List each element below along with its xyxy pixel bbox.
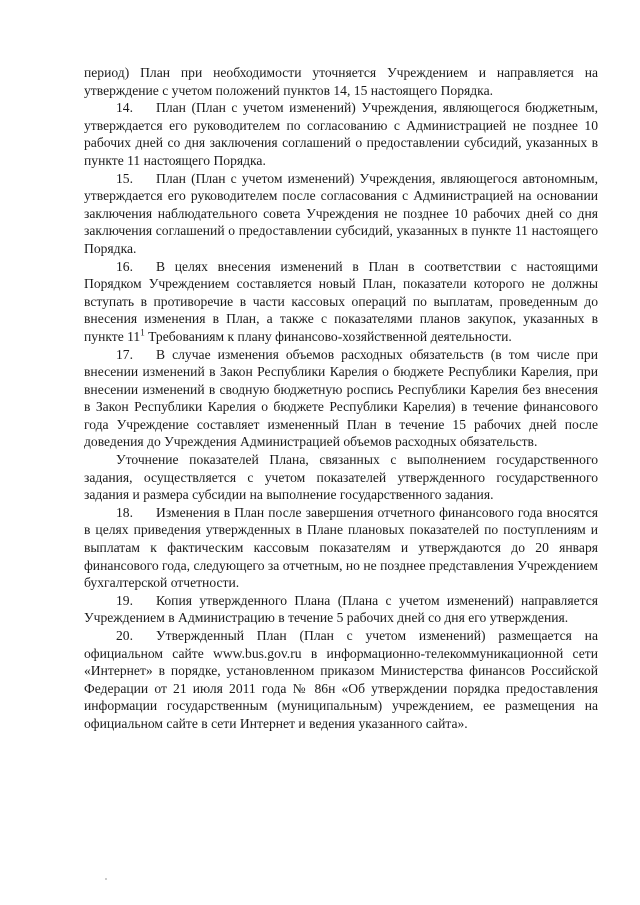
paragraph-14 <box>84 99 598 169</box>
paragraph-13-continuation: период) План при необходимости уточняется Учреждением и направляется на утверждение с учетом положений пунктов 14, 15 настоящего Порядка. <box>84 65 598 98</box>
paragraph-number: 14. <box>116 100 133 116</box>
paragraph-text: План (План с учетом изменений) Учреждения, являющегося автономным, утверждается его руководителем после согласования с Администрацией на основании заключения наблюдательного совета Учреждения не позднее 10 рабочих дней со дня заключения соглашений о предоставлении субсидий, указанных в пункте 11 настоящего Порядка. <box>84 170 598 256</box>
paragraph-number: 17. <box>116 346 133 362</box>
paragraph-text: Изменения в План после завершения отчетного финансового года вносятся в целях приведения утвержденных в Плане плановых показателей по поступлениям и выплатам к фактическим кассовым показателям и утверждаются до 20 января финансового года, следующего за отчетным, но не позднее представления Учреждением бухгалтерской отчетности. <box>84 504 599 591</box>
paragraph-text: Копия утвержденного Плана (Плана с учетом изменений) направляется Учреждением в Администрацию в течение 5 рабочих дней со дня его утверждения. <box>84 592 598 626</box>
paragraph-number: 19. <box>116 592 133 608</box>
paragraph-17 <box>84 346 598 452</box>
paragraph-text: В случае изменения объемов расходных обязательств (в том числе при внесении изменений в Закон Республики Карелия о бюджете Республики Карелия, при внесении изменений в сводную бюджетную роспись Республики Карелия без внесения в Закон Республики Карелия о бюджете Республики Карелия) в течение финансового года Учреждение составляет измененный План в течение 15 рабочих дней после доведения до Учреждения Администрацией объемов расходных обязательств. <box>84 346 598 450</box>
paragraph-number: 20. <box>116 628 133 643</box>
paragraph-text: В целях внесения изменений в План в соответствии с настоящими Порядком Учреждением составляется новый План, показатели которого не должны вступать в противоречие в части кассовых операций по выплатам, проведенным до внесения изменения в План, а также с показателями планов закупок, указанных в пункте 11 <box>84 258 598 344</box>
paragraph-text-tail: Требованиям к плану финансово-хозяйственной деятельности. <box>144 328 512 344</box>
paragraph-text: Утвержденный План (План с учетом изменений) размещается на официальном сайте www.bus.gov.ru в информационно-телекоммуникационной сети «Интернет» в порядке, установленном приказом Министерства финансов Российской Федерации от 21 июля 2011 года № 86н «Об утверждении порядка предоставления информации государственным (муниципальным) учреждением, ее размещения на официальном сайте в сети Интернет и ведения указанного сайта». <box>84 628 598 731</box>
paragraph-20 <box>84 627 598 733</box>
scan-speck <box>105 878 107 880</box>
paragraph-number: 18. <box>116 504 133 520</box>
paragraph-18 <box>84 504 598 592</box>
paragraph-17-extra: Уточнение показателей Плана, связанных с выполнением государственного задания, осуществляется с учетом показателей утвержденного государственного задания и размера субсидии на выполнение государственного задания. <box>84 452 598 503</box>
footnote-superscript: 1 <box>140 327 145 338</box>
paragraph-15 <box>84 170 598 258</box>
paragraph-16 <box>84 258 598 346</box>
paragraph-number: 16. <box>116 258 133 274</box>
paragraph-19 <box>84 592 598 627</box>
paragraph-number: 15. <box>116 170 133 186</box>
document-page <box>84 64 598 733</box>
paragraph-text: План (План с учетом изменений) Учреждения, являющегося бюджетным, утверждается его руководителем по согласованию с Администрацией не позднее 10 рабочих дней со дня заключения соглашений о предоставлении субсидий, указанных в пункте 11 настоящего Порядка. <box>84 100 598 168</box>
